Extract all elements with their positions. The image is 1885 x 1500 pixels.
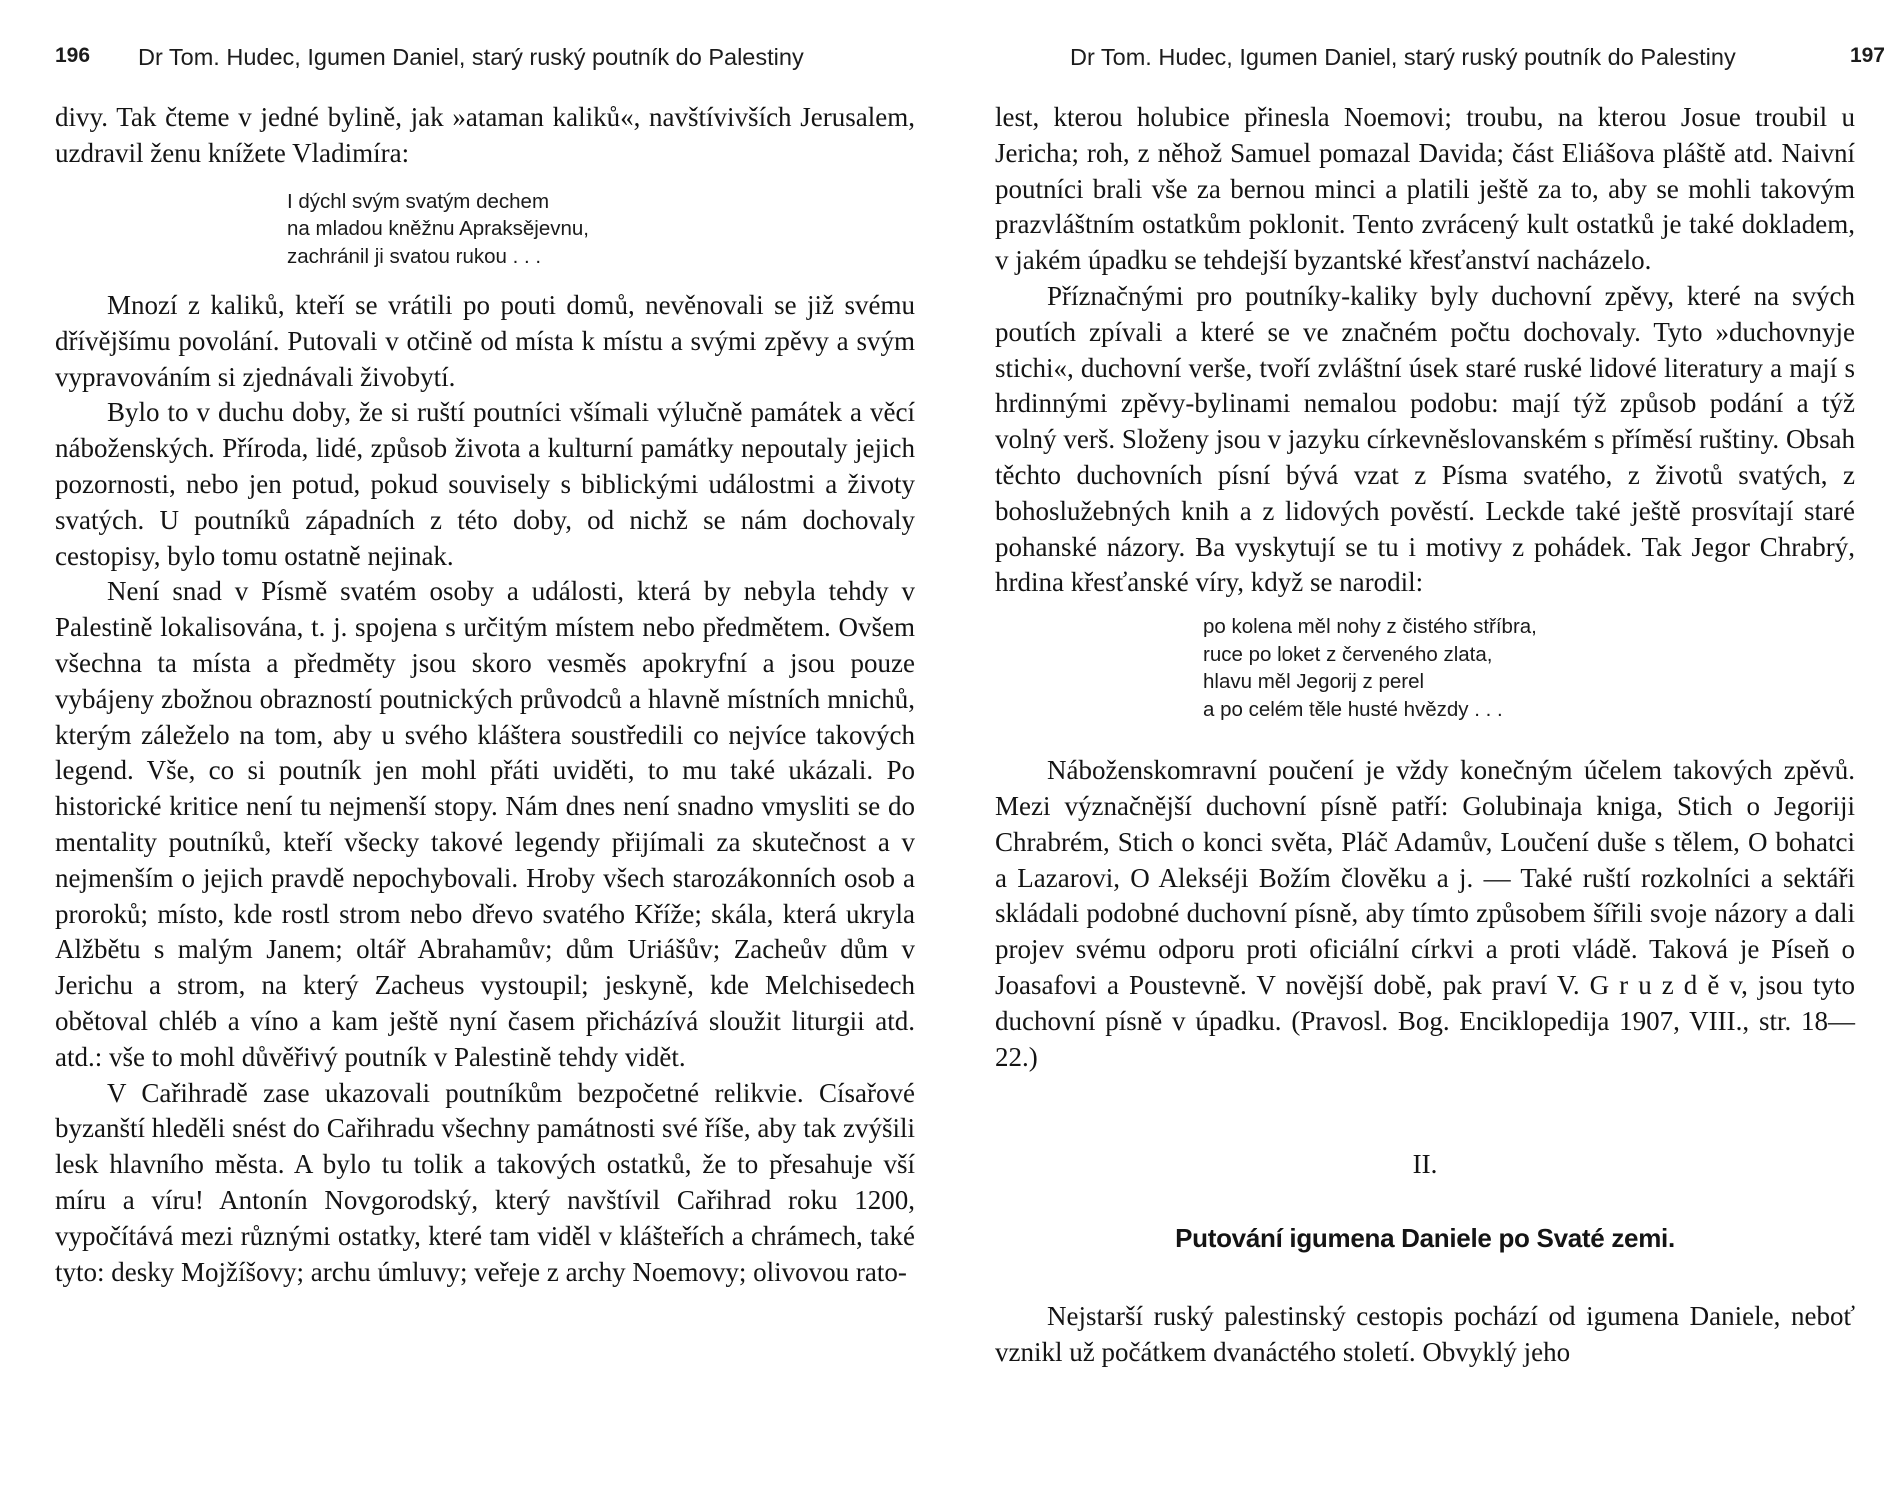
verse-line: hlavu měl Jegorij z perel — [1203, 670, 1425, 694]
paragraph: lest, kterou holubice přinesla Noemovi; troubu, na kterou Josue troubil u Jericha; roh, z něhož Samuel pomazal Davida; část Eliášova pláště atd. Naivní poutníci brali vše za bernou minci a platili ještě za to, aby se mohli takovým prazvláštním ostatkům poklonit. Tento zvrácený kult ostatků je také dokladem, v jakém úpadku se tehdejší byzantské křesťanství nacházelo. — [995, 102, 1855, 276]
verse-line: I dýchl svým svatým dechem — [287, 189, 550, 213]
verse-line: po kolena měl nohy z čistého stříbra, — [1203, 615, 1537, 639]
paragraph: Nejstarší ruský palestinský cestopis pochází od igumena Daniele, neboť vznikl už počátkem dvanáctého století. Obvyklý jeho — [995, 1300, 1855, 1367]
running-head: Dr Tom. Hudec, Igumen Daniel, starý ruský poutník do Palestiny — [1070, 44, 1736, 70]
paragraph: Bylo to v duchu doby, že si ruští poutníci všímali výlučně památek a věcí náboženských. Příroda, lidé, způsob života a kulturní památky nepoutaly jejich pozornosti, nebo jen potud, pokud souvisely s biblickými událostmi a životy svatých. U poutníků západních z této doby, od nichž se nám dochovaly cestopisy, bylo tomu ostatně nejinak. — [55, 397, 915, 571]
paragraph: Mnozí z kaliků, kteří se vrátili po pouti domů, nevěnovali se již svému dřívějšímu povolání. Putovali v otčině od místa k místu a svými zpěvy a svým vypravováním si zjednávali živobytí. — [55, 290, 915, 392]
section-title: Putování igumena Daniele po Svaté zemi. — [1175, 1223, 1675, 1254]
verse-line: na mladou kněžnu Apraksějevnu, — [287, 217, 590, 241]
page-body — [55, 100, 915, 1290]
verse-line: zachránil ji svatou rukou . . . — [287, 244, 542, 268]
page-number: 196 — [55, 44, 91, 67]
paragraph: Není snad v Písmě svatém osoby a události, která by nebyla tehdy v Palestině lokalisována, t. j. spojena s určitým místem nebo předmětem. Ovšem všechna ta místa a předměty jsou skoro vesměs apokryfní a jsou pouze vybájeny zbožnou obrazností poutnických průvodců a hlavně místních mnichů, kterým záleželo na tom, aby u svého kláštera soustředili co nejvíce takových legend. Vše, co si poutník jen mohl přáti uviděti, to mu také ukázali. Po historické kritice není tu nejmenší stopy. Nám dnes není snadno vmysliti se do mentality poutníků, kteří všecky takové legendy přijímali za skutečnost a v nejmenším o jejich pravdě nepochybovali. Hroby všech starozákonních osob a proroků; místo, kde rostl strom nebo dřevo svatého Kříže; skála, která ukryla Alžbětu s malým Janem; oltář Abrahamův; dům Uriášův; Zacheův dům v Jerichu a strom, na který Zacheus vystoupil; jeskyně, kde Melchisedech obětoval chléb a víno a kam ještě nyní časem přicházívá sloužit liturgii atd. atd.: vše to mohl důvěřivý poutník v Palestině tehdy vidět. — [55, 576, 915, 1072]
page-body — [995, 100, 1855, 1371]
verse-block — [1203, 613, 1855, 723]
verse-block — [287, 188, 915, 271]
page-number: 197 — [1849, 44, 1885, 67]
running-head: Dr Tom. Hudec, Igumen Daniel, starý ruský poutník do Palestiny — [138, 44, 804, 70]
verse-line: ruce po loket z červeného zlata, — [1203, 642, 1493, 666]
paragraph: Příznačnými pro poutníky-kaliky byly duchovní zpěvy, které na svých poutích zpívali a které se ve značném počtu dochovaly. Tyto »duchovnyje stichi«, duchovní verše, tvoří zvláštní úsek staré ruské lidové literatury a mají s hrdinnými zpěvy-bylinami nemalou podobu: mají týž způsob podání a týž volný verš. Složeny jsou v jazyku církevněslovanském s příměsí ruštiny. Obsah těchto duchovních písní bývá vzat z Písma svatého, z životů svatých, z bohoslužebných knih a z lidových pověstí. Leckde také ještě prosvítají staré pohanské názory. Ba vyskytují se tu i motivy z pohádek. Tak Jegor Chrabrý, hrdina křesťanské víry, když se narodil: — [995, 280, 1855, 598]
paragraph: divy. Tak čteme v jedné bylině, jak »ataman kaliků«, navštívivších Jerusalem, uzdravil ženu knížete Vladimíra: — [55, 102, 915, 168]
section-number: II. — [1412, 1149, 1438, 1180]
verse-line: a po celém těle husté hvězdy . . . — [1203, 697, 1503, 721]
page-header — [55, 44, 915, 74]
page-header — [995, 44, 1885, 74]
paragraph: V Cařihradě zase ukazovali poutníkům bezpočetné relikvie. Císařové byzanští hleděli snést do Cařihradu všechny památnosti své říše, aby tak zvýšili lesk hlavního města. A bylo tu tolik a takových ostatků, že to přesahuje vší míru a víru! Antonín Novgorodský, který navštívil Cařihrad roku 1200, vypočítává mezi různými ostatky, které tam viděl v klášteřích a chrámech, také tyto: desky Mojžíšovy; archu úmluvy; veřeje z archy Noemovy; olivovou rato- — [55, 1077, 915, 1287]
paragraph: Náboženskomravní poučení je vždy konečným účelem takových zpěvů. Mezi význačnější duchovní písně patří: Golubinaja kniga, Stich o Jegoriji Chrabrém, Stich o konci světa, Pláč Adamův, Loučení duše s tělem, O bohatci a Lazarovi, O Alekséji Božím člověku a j. — Také ruští rozkolníci a sektáři skládali podobné duchovní písně, aby tímto způsobem šířili svoje názory a dali projev svému odporu proti oficiální církvi a proti vládě. Taková je Píseň o Joasafovi a Poustevně. V novější době, pak praví V. G r u z d ě v, jsou tyto duchovní písně v úpadku. (Pravosl. Bog. Enciklopedija 1907, VIII., str. 18—22.) — [995, 755, 1855, 1072]
